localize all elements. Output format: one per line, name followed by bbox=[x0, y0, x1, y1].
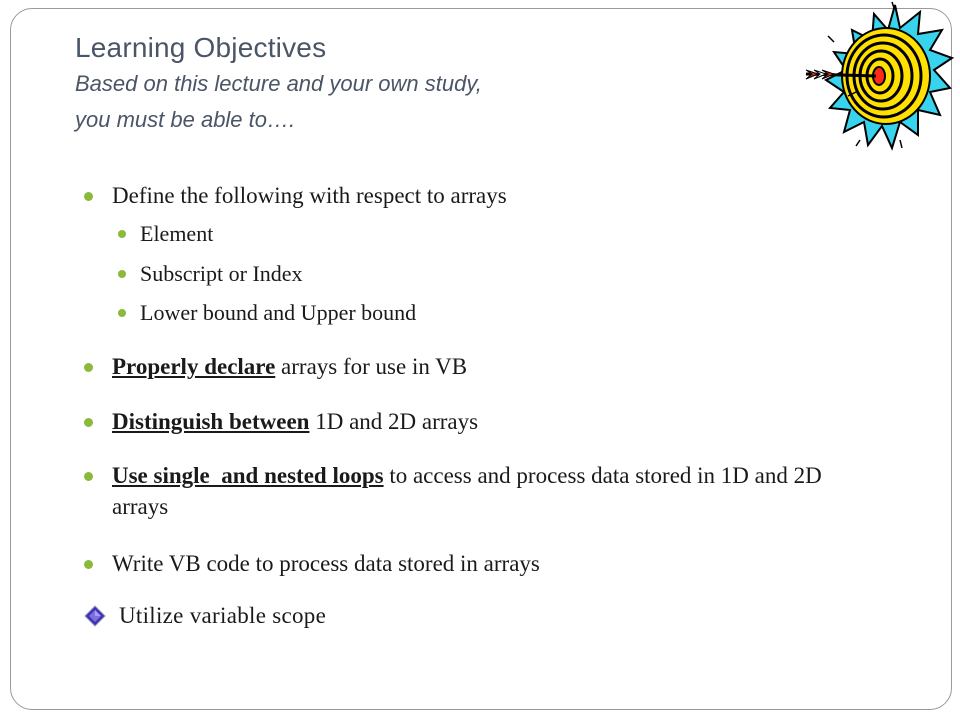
bullet-text-define: Define the following with respect to arrays bbox=[112, 183, 507, 208]
sub-item-subscript: Subscript or Index bbox=[140, 261, 303, 286]
declare-rest: arrays for use in VB bbox=[275, 354, 468, 379]
dartboard-icon bbox=[800, 0, 960, 160]
list-item bbox=[84, 351, 467, 382]
emphasis-distinguish: Distinguish between bbox=[112, 409, 310, 434]
emphasis-declare: Properly declare bbox=[112, 354, 276, 379]
title-block bbox=[75, 30, 795, 138]
bullet-text-write: Write VB code to process data stored in arrays bbox=[112, 551, 540, 576]
sub-list-item bbox=[118, 297, 416, 328]
bullet-text-declare bbox=[112, 351, 467, 382]
diamond-bullet-icon bbox=[84, 605, 106, 627]
sub-item-bounds: Lower bound and Upper bound bbox=[140, 300, 417, 325]
bullet-text-scope: Utilize variable scope bbox=[119, 603, 327, 628]
bullet-text-distinguish bbox=[112, 406, 478, 437]
list-item bbox=[84, 548, 540, 579]
slide-title: Learning Objectives bbox=[75, 32, 327, 63]
distinguish-rest: 1D and 2D arrays bbox=[309, 409, 479, 434]
list-item bbox=[84, 406, 478, 437]
bullet-dot-icon bbox=[118, 270, 126, 278]
bullet-dot-icon bbox=[84, 472, 93, 481]
bullet-dot-icon bbox=[84, 560, 93, 569]
loops-rest: to access and process data stored in 1D and 2D arrays bbox=[112, 463, 822, 519]
bullet-text-loops bbox=[112, 460, 882, 522]
bullet-dot-icon bbox=[118, 309, 126, 317]
slide-subtitle-line-1: Based on this lecture and your own study, bbox=[75, 71, 482, 96]
list-item bbox=[84, 180, 507, 211]
sub-item-element: Element bbox=[140, 221, 214, 246]
list-item bbox=[84, 600, 326, 631]
bullet-dot-icon bbox=[84, 363, 93, 372]
slide-subtitle-line-2: you must be able to…. bbox=[75, 107, 296, 132]
bullet-dot-icon bbox=[118, 230, 126, 238]
list-item bbox=[84, 460, 882, 522]
sub-list-item bbox=[118, 258, 303, 289]
emphasis-loops: Use single and nested loops bbox=[112, 463, 384, 488]
sub-list-item bbox=[118, 218, 213, 249]
bullet-dot-icon bbox=[84, 192, 93, 201]
bullet-dot-icon bbox=[84, 418, 93, 427]
